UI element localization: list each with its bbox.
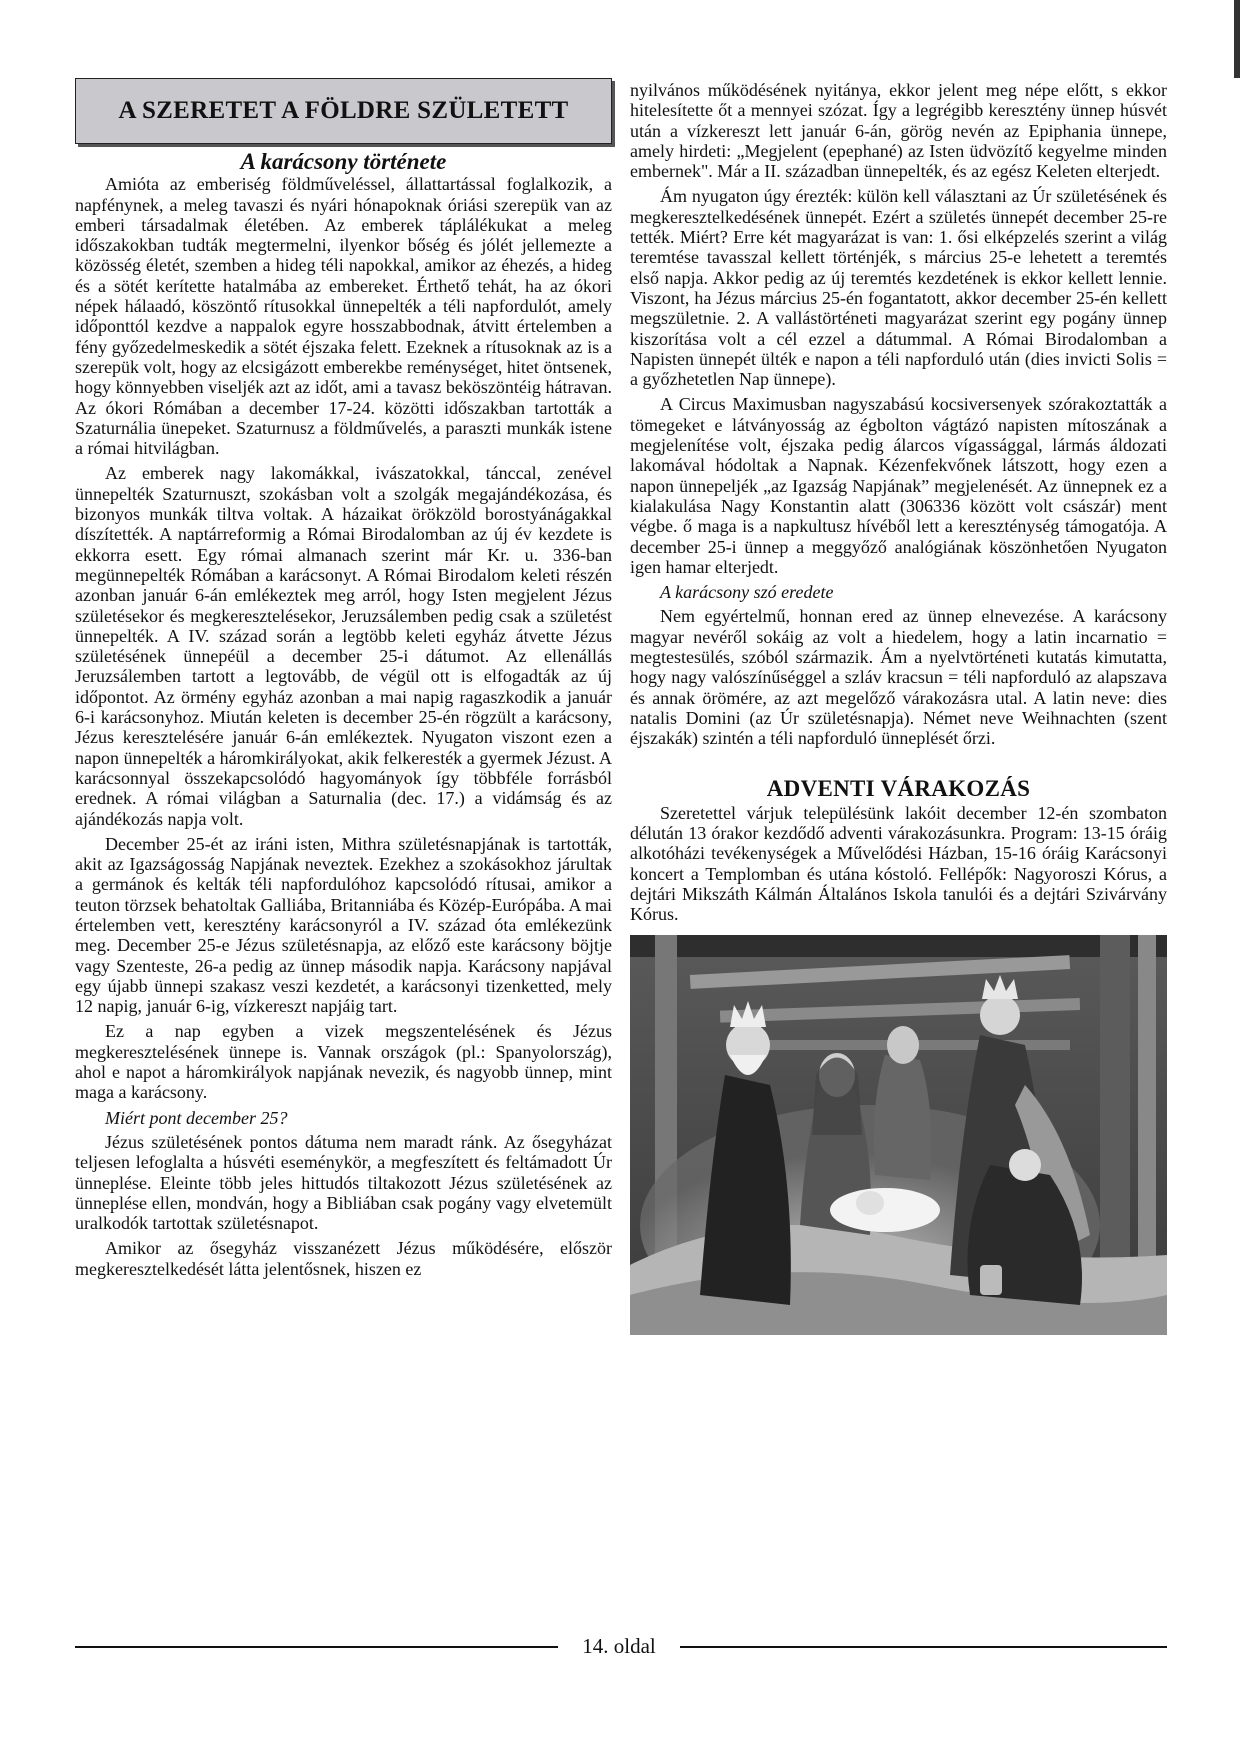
page-edge-mark	[1234, 0, 1240, 78]
footer-rule-left	[75, 1646, 558, 1648]
article-subtitle: A karácsony története	[240, 149, 447, 174]
page-footer	[75, 1634, 1167, 1658]
paragraph: Jézus születésének pontos dátuma nem maradt ránk. Az ősegyházat teljesen lefoglalta a húsvéti eseménykör, a megfeszített és feltámadott Úr ünneplése. Eleinte több jeles hittudós tiltakozott Jézus születésének az ünneplése ellen, mondván, hogy a Bibliában csak pogány vagy elvetemült uralkodók tartottak születésnapot.	[75, 1131, 612, 1234]
footer-rule-right	[680, 1646, 1167, 1648]
paragraph: Az emberek nagy lakomákkal, ivászatokkal, tánccal, zenével ünnepelték Szaturnuszt, szokásban volt a szolgák megajándékozása, és bizonyos munkák tiltva voltak. A házaikat örökzöld borostyánágakkal díszítették. A naptárreformig a Római Birodalomban az új év kezdete is ekkorra esett. Egy római almanach szerint már Kr. u. 336-ban megünnepelték Rómában a karácsonyt. A Római Birodalom keleti részén azonban január 6-án emlékeztek meg arról, hogy Isten megjelent Jézus születésekor és megkeresztelésekor, Jeruzsálemben pedig csak a születést ünnepelték. A IV. század során a legtöbb keleti egyház átvette Jézus születésének ünnepéül a december 25-i dátumot. Az ellenállás Jeruzsálemben tartott a legtovább, de végül ott is elfogadták az új időpontot. Az örmény egyház azonban a mai napig ragaszkodik a január 6-i karácsonyhoz. Miután keleten is december 25-én rögzült a karácsony, Jézus keresztelésére január 6-án emlékeztek. Nyugaton viszont ezen a napon ünnepelték a háromkirályokat, akik felkeresték a gyermek Jézust. A karácsonnyal összekapcsolódó hagyományok így többféle forrásból erednek. A római világban a Saturnalia (dec. 17.) a vidámság és az ajándékozás napja volt.	[75, 463, 612, 829]
paragraph: Ám nyugaton úgy érezték: külön kell választani az Úr születésének és megkeresztelkedésének ünnepét. Ezért a születés ünnepét december 25-re tették. Miért? Erre két magyarázat is van: 1. ősi elképzelés szerint a világ teremtése tavasszal kellett történjék, s március 25-e lehetett a teremtés első napja. Akkor pedig az új teremtés kezdetének is ekkor kellett lennie. Viszont, ha Jézus március 25-én fogantatott, akkor december 25-én kellett megszületnie. 2. A vallástörténeti magyarázat szerint egy pogány ünnep kiszorítása volt a cél ezzel a dátummal. A Római Birodalomban a Napisten ünnepét ülték e napon a téli napforduló után (dies invicti Solis = a győzhetetlen Nap ünnepe).	[630, 186, 1167, 390]
paragraph: nyilvános működésének nyitánya, ekkor jelent meg népe előtt, s ekkor hitelesítette őt a mennyei szózat. Így a legrégibb keresztény ünnep húsvét után a vízkereszt lett január 6-án, görög nevén az Epiphania ünnepe, amely hirdeti: „Megjelent (epephané) az Isten üdvözítő kegyelme minden embernek". Már a II. században ünnepelték, és az egész Keleten elterjedt.	[630, 80, 1167, 182]
paragraph: December 25-ét az iráni isten, Mithra születésnapjának is tartották, akit az Igazságosság Napjának neveztek. Ezekhez a szokásokhoz járultak a germánok és kelták téli napfordulóhoz kapcsolódó rítusai, amikor a teuton törzsek behatoltak Galliába, Britanniába és Közép-Európába. A mai értelemben vett, keresztény karácsonyról a IV. század óta emlékezünk meg. December 25-e Jézus születésnapja, az előző este karácsony böjtje vagy Szenteste, 26-a pedig az ünnep második napja. Karácsony napjával egy újabb ünnepi szakasz veszi kezdetét, a karácsonyi tizenketted, mely 12 napig, január 6-ig, vízkereszt napjáig tart.	[75, 833, 612, 1017]
subheading-december: Miért pont december 25?	[105, 1107, 288, 1128]
page-number: 14. oldal	[582, 1634, 656, 1658]
subheading-word-origin: A karácsony szó eredete	[660, 582, 834, 603]
paragraph: A Circus Maximusban nagyszabású kocsiversenyek szórakoztatták a tömegeket e látványosság az égbolton vágtázó napisten mítoszának a megjelenítése volt, éjszaka pedig álarcos vígassággal, lármás áldozati lakomával hódoltak a Napnak. Kézenfekvőnek látszott, hogy ezen a napon ünnepeljék „az Igazság Napjának” megjelenését. Az ünnepnek ez a kialakulása Nagy Konstantin alatt (306336 között volt császár) ment végbe. ő maga is a napkultusz hívéből lett a kereszténység támogatója. A december 25-i ünnep a meggyőző analógiának köszönhetően Nyugaton igen hamar elterjedt.	[630, 394, 1167, 577]
paragraph: Amióta az emberiség földműveléssel, állattartással foglalkozik, a napfénynek, a meleg tavaszi és nyári hónapoknak óriási szerepük van az emberi társadalmak életében. Az emberek táplálékukat a meleg időszakokban tudták megtermelni, ilyenkor bőség és jólét jellemezte a közösség életét, szemben a hideg téli napokkal, amikor az éhezés, a hideg és a sötét kerítette hatalmába az embereket. Érthető tehát, ha az ókori népek hálaadó, köszöntő rítusokkal ünnepelték a téli napfordulót, amely időponttól kezdve a nappalok egyre hosszabbodnak, átvitt értelemben a fény győzedelmeskedik a sötét éjszaka felett. Ezeknek a rítusoknak az is a szerepük volt, hogy az elcsigázott emberekbe reménységet, hitet öntsenek, hogy könnyebben viseljék azt az időt, ami a tavasz beköszöntéig hátravan. Az ókori Rómában a december 17-24. közötti időszakban tartották a Szaturnália ünepeket. Szaturnusz a földművelés, a paraszti munkák istene a római hitvilágban.	[75, 174, 612, 459]
advent-title: ADVENTI VÁRAKOZÁS	[766, 775, 1031, 801]
paragraph: Nem egyértelmű, honnan ered az ünnep elnevezése. A karácsony magyar nevéről sokáig az volt a hiedelem, hogy a latin incarnatio = megtestesülés, szóból származik. Ám a nyelvtörténeti kutatás kimutatta, hogy nagy valószínűséggel a szláv kracsun = téli napforduló az alapszava és annak örömére, az azt megelőző várakozásra utal. A latin neve: dies natalis Domini (az Úr születésnapja). Német neve Weihnachten (szent éjszakák) szintén a téli napforduló ünneplését őrzi.	[630, 606, 1167, 749]
left-column	[75, 78, 612, 1284]
article-title: A SZERETET A FÖLDRE SZÜLETETT	[75, 78, 612, 144]
advent-text: Szeretettel várjuk településünk lakóit december 12-én szombaton délután 13 órakor kezdődő adventi várakozásunkra. Program: 13-15 óráig alkotóházi tevékenységek a Művelődési Házban, 15-16 óráig Karácsonyi koncert a Templomban és utána kóstoló. Fellépők: Nagyoroszi Kórus, a dejtári Mikszáth Kálmán Általános Iskola tanulói és a dejtári Szivárvány Kórus.	[630, 802, 1167, 925]
paragraph: Ez a nap egyben a vizek megszentelésének és Jézus megkeresztelésének ünnepe is. Vannak országok (pl.: Spanyolország), ahol e napot a háromkirályok napjának nevezik, és nagyobb ünnep, mint maga a karácsony.	[75, 1021, 612, 1103]
right-column	[630, 80, 1167, 1335]
paragraph: Amikor az ősegyház visszanézett Jézus működésére, először megkeresztelkedését látta jelentősnek, hiszen ez	[75, 1238, 612, 1279]
nativity-scene-photo	[630, 935, 1167, 1335]
